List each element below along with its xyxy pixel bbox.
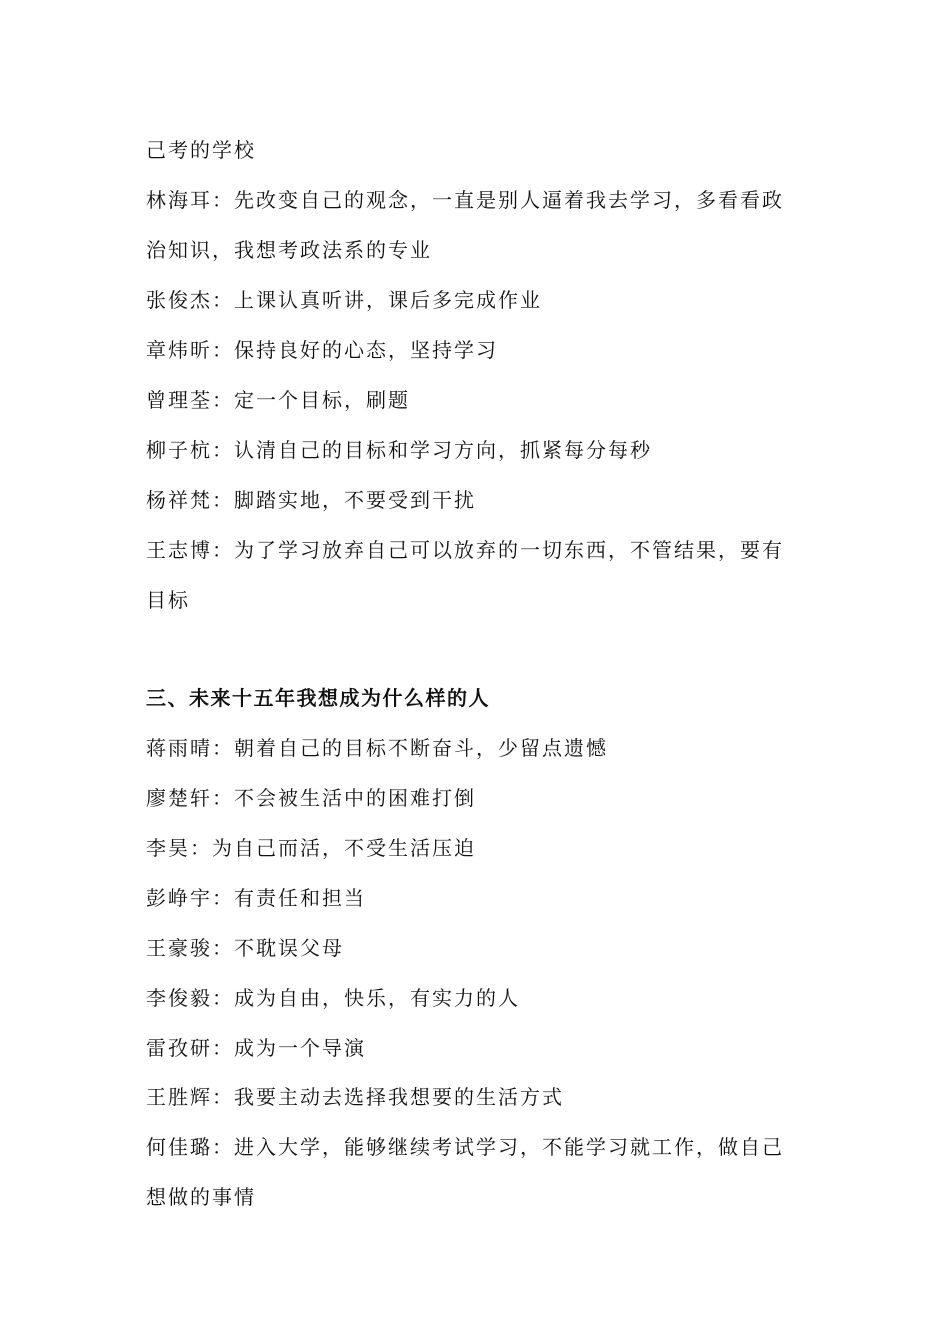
text-line: 章炜昕：保持良好的心态，坚持学习 (146, 338, 498, 362)
text-line: 廖楚轩：不会被生活中的困难打倒 (146, 786, 476, 810)
text-line: 张俊杰：上课认真听讲，课后多完成作业 (146, 288, 542, 312)
text-line: 王豪骏：不耽误父母 (146, 936, 344, 960)
text-line: 目标 (146, 588, 190, 612)
text-line: 彭峥宇：有责任和担当 (146, 886, 366, 910)
text-line: 林海耳：先改变自己的观念，一直是别人逼着我去学习，多看看政 (146, 188, 784, 212)
text-line: 雷孜研：成为一个导演 (146, 1036, 366, 1060)
text-line: 曾理荃：定一个目标，刷题 (146, 388, 410, 412)
text-line: 王胜辉：我要主动去选择我想要的生活方式 (146, 1085, 564, 1109)
text-line: 蒋雨晴：朝着自己的目标不断奋斗，少留点遗憾 (146, 736, 608, 760)
text-line: 治知识，我想考政法系的专业 (146, 238, 432, 262)
text-line: 柳子杭：认清自己的目标和学习方向，抓紧每分每秒 (146, 438, 652, 462)
section-heading: 三、未来十五年我想成为什么样的人 (146, 686, 490, 710)
text-line: 王志博：为了学习放弃自己可以放弃的一切东西，不管结果，要有 (146, 538, 784, 562)
text-line: 李俊毅：成为自由，快乐，有实力的人 (146, 986, 520, 1010)
text-line: 李昊：为自己而活，不受生活压迫 (146, 836, 476, 860)
text-line: 己考的学校 (146, 138, 256, 162)
text-line: 何佳璐：进入大学，能够继续考试学习，不能学习就工作，做自己 (146, 1135, 784, 1159)
text-line: 杨祥梵：脚踏实地，不要受到干扰 (146, 488, 476, 512)
text-line: 想做的事情 (146, 1185, 256, 1209)
